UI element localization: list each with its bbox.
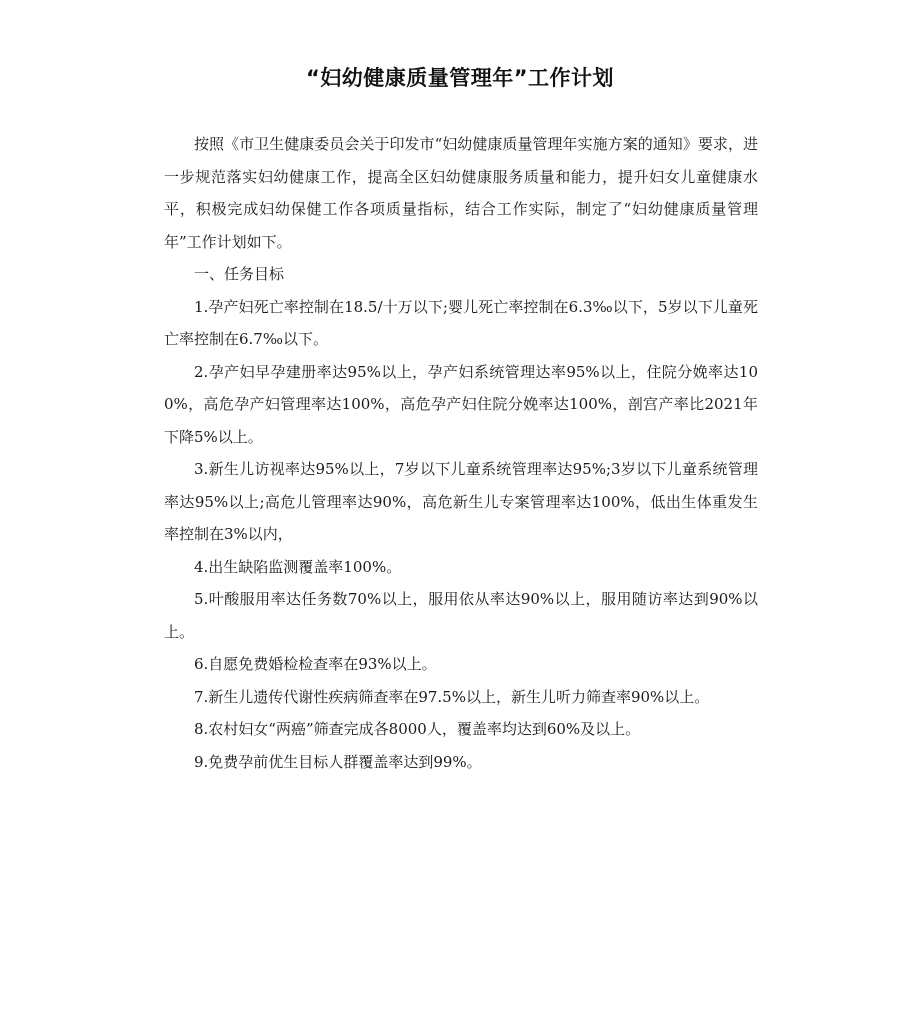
target-item-3: 3.新生儿访视率达95%以上，7岁以下儿童系统管理率达95%;3岁以下儿童系统管理率达95%以上;高危儿管理率达90%，高危新生儿专案管理率达100%，低出生体重发生率控制在3%以内， [164, 460, 758, 543]
target-item-4: 4.出生缺陷监测覆盖率100%。 [194, 557, 402, 576]
target-item-5: 5.叶酸服用率达任务数70%以上，服用依从率达90%以上，服用随访率达到90%以上。 [164, 590, 758, 641]
document-title: “妇幼健康质量管理年”工作计划 [305, 66, 615, 90]
document-body [164, 128, 758, 778]
target-item-9: 9.免费孕前优生目标人群覆盖率达到99%。 [194, 752, 482, 771]
target-item-1: 1.孕产妇死亡率控制在18.5/十万以下;婴儿死亡率控制在6.3‰以下，5岁以下儿童死亡率控制在6.7‰以下。 [164, 297, 758, 348]
target-item-6: 6.自愿免费婚检检查率在93%以上。 [194, 655, 437, 673]
target-item-7: 7.新生儿遗传代谢性疾病筛查率在97.5%以上，新生儿听力筛查率90%以上。 [194, 687, 710, 706]
section-heading: 一、任务目标 [194, 265, 285, 283]
target-item-2: 2.孕产妇早孕建册率达95%以上，孕产妇系统管理达率95%以上，住院分娩率达100%，高危孕产妇管理率达100%，高危孕产妇住院分娩率达100%，剖宫产率比2021年下降5%以上。 [164, 362, 758, 446]
target-item-8: 8.农村妇女“两癌”筛查完成各8000人，覆盖率均达到60%及以上。 [194, 720, 641, 738]
intro-paragraph: 按照《市卫生健康委员会关于印发市“妇幼健康质量管理年实施方案的通知》要求，进一步规范落实妇幼健康工作，提高全区妇幼健康服务质量和能力，提升妇女儿童健康水平，积极完成妇幼保健工作各项质量指标，结合工作实际，制定了“妇幼健康质量管理年”工作计划如下。 [164, 135, 758, 251]
